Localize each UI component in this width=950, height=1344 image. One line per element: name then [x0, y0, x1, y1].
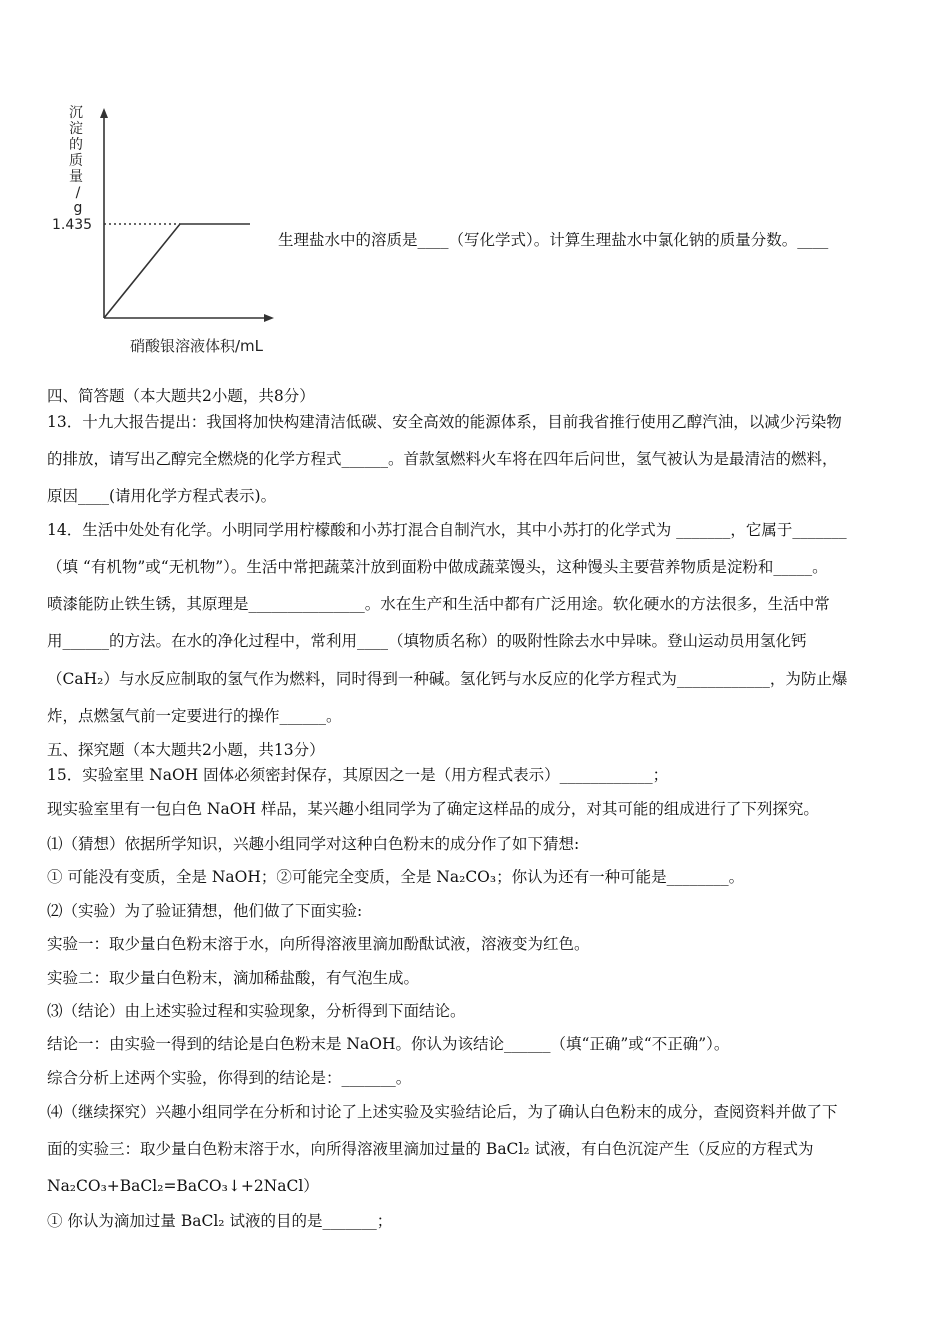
q15-line: 结论一：由实验一得到的结论是白色粉末是 NaOH。你认为该结论______（填“正确”或“不正确”）。 [47, 1035, 730, 1053]
q13-line: 的排放，请写出乙醇完全燃烧的化学方程式______。首款氢燃料火车将在四年后问世，氢气被认为是最清洁的燃料， [47, 450, 838, 468]
q15-line: ⑷（继续探究）兴趣小组同学在分析和讨论了上述实验及实验结论后，为了确认白色粉末的成分，查阅资料并做了下 [47, 1103, 838, 1121]
q14-line: 炸，点燃氢气前一定要进行的操作______。 [47, 707, 342, 725]
q13-line: 13．十九大报告提出：我国将加快构建清洁低碳、安全高效的能源体系，目前我省推行使用乙醇汽油，以减少污染物 [47, 413, 842, 431]
y-axis-label-char: / [75, 185, 81, 201]
q15-line: ① 可能没有变质，全是 NaOH；②可能完全变质，全是 Na₂CO₃；你认为还有一种可能是________。 [47, 868, 745, 886]
y-axis-label-char: g [73, 200, 83, 216]
q15-line: 15．实验室里 NaOH 固体必须密封保存，其原因之一是（用方程式表示）____________； [47, 766, 669, 784]
q15-line: 面的实验三：取少量白色粉末溶于水，向所得溶液里滴加过量的 BaCl₂ 试液，有白色沉淀产生（反应的方程式为 [47, 1140, 814, 1158]
q12-tail: 生理盐水中的溶质是____（写化学式）。计算生理盐水中氯化钠的质量分数。____ [278, 231, 829, 249]
x-axis-label: 硝酸银溶液体积/mL [130, 337, 264, 355]
q14-line: 喷漆能防止铁生锈，其原理是_______________。水在生产和生活中都有广泛用途。软化硬水的方法很多，生活中常 [47, 595, 830, 613]
y-value-label: 1.435 [52, 217, 93, 233]
q15-line: 现实验室里有一包白色 NaOH 样品，某兴趣小组同学为了确定这样品的成分，对其可能的组成进行了下列探究。 [47, 800, 819, 818]
y-axis-arrow [100, 108, 108, 118]
q15-line: 实验二：取少量白色粉末，滴加稀盐酸，有气泡生成。 [47, 969, 420, 987]
q15-line: Na₂CO₃+BaCl₂=BaCO₃↓+2NaCl） [47, 1177, 319, 1195]
section4-heading: 四、简答题（本大题共2小题，共8分） [47, 387, 315, 405]
q15-line: ⑵（实验）为了验证猜想，他们做了下面实验: [47, 902, 363, 920]
y-axis-label-char: 的 [69, 137, 83, 153]
q14-line: 用______的方法。在水的净化过程中，常利用____（填物质名称）的吸附性除去水中异味。登山运动员用氢化钙 [47, 632, 807, 650]
x-axis-arrow [264, 314, 274, 322]
y-axis-label-char: 质 [69, 153, 83, 169]
section5-heading: 五、探究题（本大题共2小题，共13分） [47, 741, 325, 759]
y-axis-label-char: 淀 [69, 121, 83, 137]
q14-line: （填 “有机物”或“无机物”）。生活中常把蔬菜汁放到面粉中做成蔬菜馒头，这种馒头主要营养物质是淀粉和_____。 [47, 558, 828, 576]
q14-line: 14．生活中处处有化学。小明同学用柠檬酸和小苏打混合自制汽水，其中小苏打的化学式为 _______，它属于_______ [47, 521, 847, 539]
q14-line: （CaH₂）与水反应制取的氢气作为燃料，同时得到一种碱。氢化钙与水反应的化学方程式为____________，为防止爆 [47, 670, 848, 688]
q15-line: 综合分析上述两个实验，你得到的结论是：_______。 [47, 1069, 412, 1087]
q15-line: ⑶（结论）由上述实验过程和实验现象，分析得到下面结论。 [47, 1002, 466, 1020]
q13-line: 原因____(请用化学方程式表示)。 [47, 487, 277, 505]
q15-line: 实验一：取少量白色粉末溶于水，向所得溶液里滴加酚酞试液，溶液变为红色。 [47, 935, 590, 953]
precipitate-mass-graph [40, 100, 290, 360]
y-axis-label-char: 量 [69, 169, 83, 185]
q15-line: ① 你认为滴加过量 BaCl₂ 试液的目的是_______； [47, 1212, 393, 1230]
q15-line: ⑴（猜想）依据所学知识，兴趣小组同学对这种白色粉末的成分作了如下猜想: [47, 835, 580, 853]
precipitate-curve [104, 224, 250, 318]
y-axis-label-char: 沉 [69, 105, 83, 121]
